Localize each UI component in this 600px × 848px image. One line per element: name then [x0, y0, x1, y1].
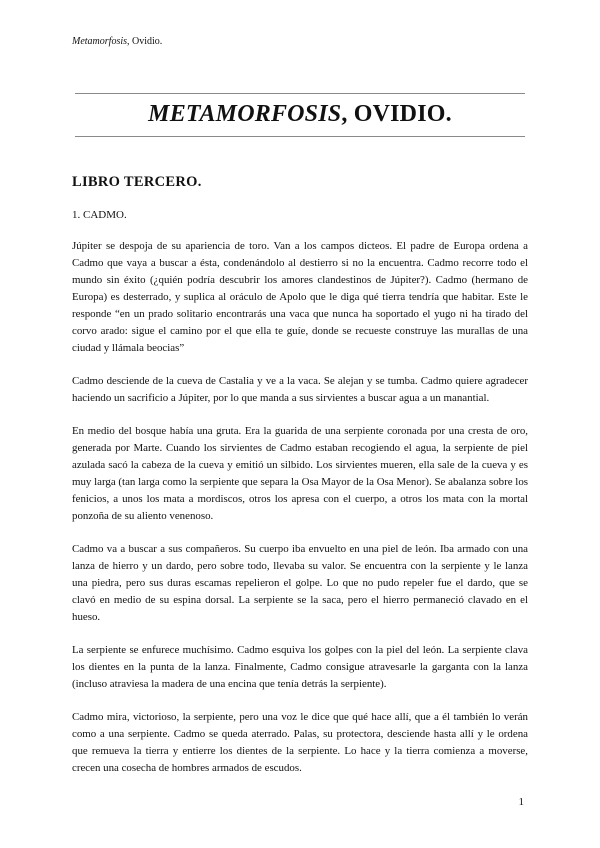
page-title: [75, 97, 525, 131]
book-heading: LIBRO TERCERO.: [72, 174, 202, 190]
paragraph: En medio del bosque había una gruta. Era la guarida de una serpiente coronada por una cresta de oro, generada por Marte. Cuando los sirvientes de Cadmo estaban recogiendo el agua, la serpiente de piel azulada sacó la cabeza de la cueva y emitió un silbido. Los sirvientes mueren, ella sale de la cueva y es muy larga (tan larga como la serpiente que separa la Osa Mayor de la Osa Menor). Se abalanza sobre los fenicios, a unos los mata a mordiscos, otros los apresa con el cuerpo, a otros los mata con la mortal ponzoña de su aliento venenoso.: [72, 425, 528, 522]
paragraph: Cadmo va a buscar a sus compañeros. Su cuerpo iba envuelto en una piel de león. Iba armado con una lanza de hierro y un dardo, pero sobre todo, llevaba su valor. Se encuentra con la serpiente y le lanza una piedra, pero sus duras escamas repelieron el golpe. Lo que no pudo repeler fue el dardo, que se clavó en medio de su espina dorsal. La serpiente se la saca, pero el hierro permaneció clavado en el hueso.: [72, 543, 528, 623]
title-rule-top: [75, 93, 525, 94]
running-header: [72, 36, 162, 47]
paragraph: La serpiente se enfurece muchísimo. Cadmo esquiva los golpes con la piel del león. La serpiente clava los dientes en la punta de la lanza. Finalmente, Cadmo consigue atravesarle la garganta con la lanza (incluso atraviesa la madera de una encina que tenía detrás la serpiente).: [72, 644, 528, 690]
paragraph: Cadmo mira, victorioso, la serpiente, pero una voz le dice que qué hace allí, que a él también lo verán como a una serpiente. Cadmo se queda aterrado. Palas, su protectora, desciende hasta allí y le ordena que remueva la tierra y entierre los dientes de la serpiente. Lo hace y la tierra comienza a moverse, crecen una cosecha de hombres armados de escudos.: [72, 711, 528, 774]
page-number: 1: [518, 796, 524, 808]
page-title-author: , OVIDIO.: [341, 101, 452, 127]
running-header-author: , Ovidio.: [127, 36, 163, 47]
page-title-work: METAMORFOSIS: [148, 101, 342, 127]
paragraph: Júpiter se despoja de su apariencia de toro. Van a los campos dicteos. El padre de Europa ordena a Cadmo que vaya a buscar a ésta, condenándolo al destierro si no la encuentra. Cadmo recorre todo el mundo sin éxito (¿quién podría descubrir los amores clandestinos de Júpiter?). Cadmo (hermano de Europa) es desterrado, y suplica al oráculo de Apolo que le diga qué tierra tendría que habitar. Este le responde “en un prado solitario encontrarás una vaca que nunca ha soportado el yugo ni ha tirado del corvo arado: sigue el camino por el que ella te guíe, donde se recueste construye las murallas de una ciudad y llámala beocias”: [72, 240, 528, 354]
paragraph: Cadmo desciende de la cueva de Castalia y ve a la vaca. Se alejan y se tumba. Cadmo quiere agradecer haciendo un sacrificio a Júpiter, por lo que manda a sus sirvientes a buscar agua a un manantial.: [72, 375, 528, 404]
running-header-work: Metamorfosis: [72, 36, 127, 47]
title-rule-bottom: [75, 136, 525, 137]
section-heading: 1. CADMO.: [72, 209, 127, 221]
body-text: [72, 238, 528, 793]
